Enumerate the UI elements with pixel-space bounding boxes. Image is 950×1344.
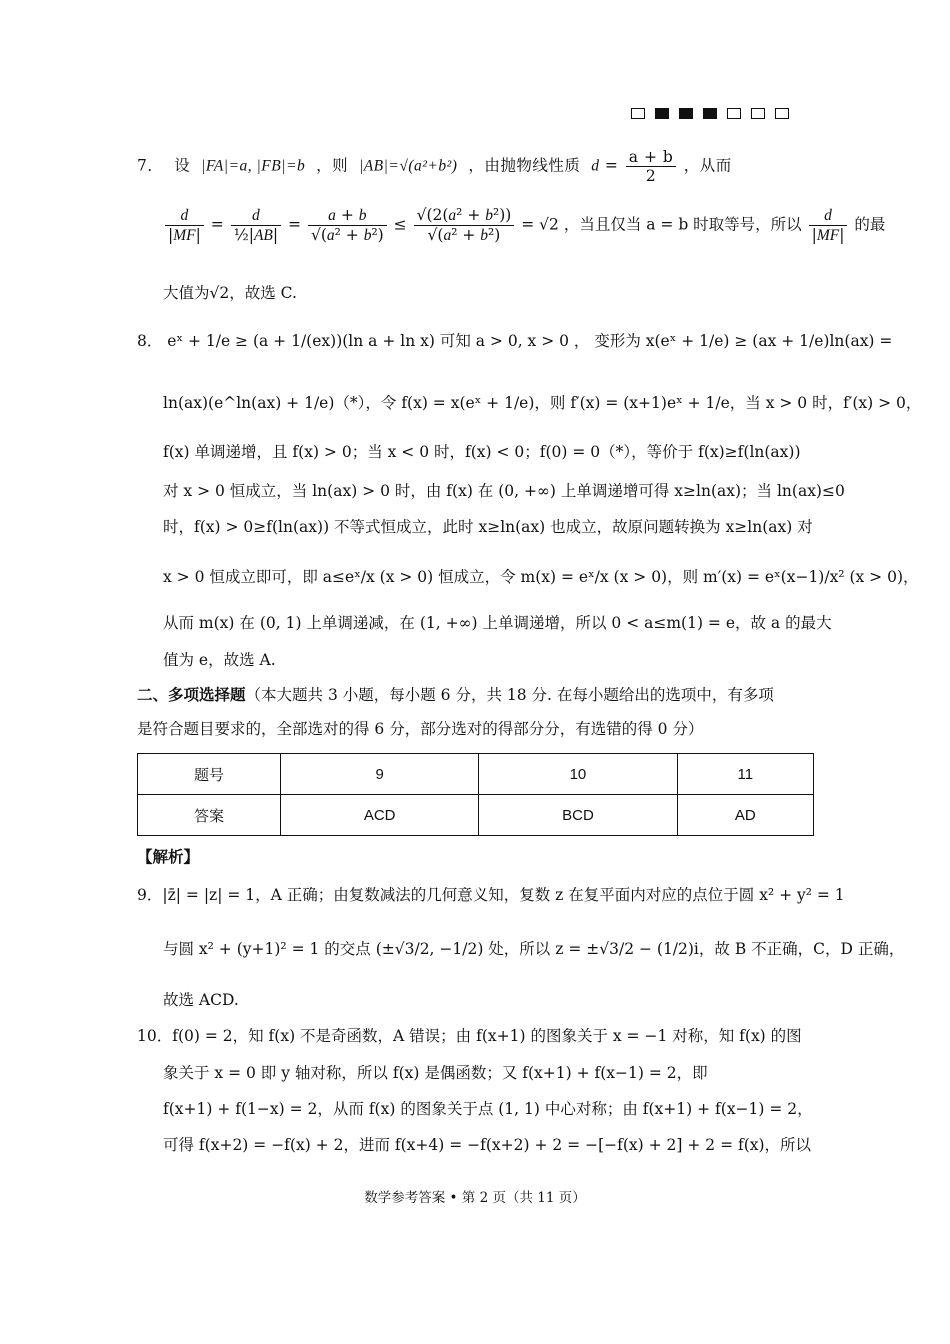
table-cell: 10 xyxy=(479,754,677,795)
mark-box xyxy=(727,108,741,119)
q10-line-4: 可得 f(x+2) = −f(x) + 2，进而 f(x+4) = −f(x+2) + 2 = −[−f(x) + 2] + 2 = f(x)，所以 xyxy=(163,1136,812,1154)
q8-line-8: 值为 e，故选 A. xyxy=(163,651,276,669)
q7-text: 设 xyxy=(174,156,191,175)
header-marks xyxy=(631,108,789,119)
q7-text: ，从而 xyxy=(683,156,732,175)
q10-line-3: f(x+1) + f(1−x) = 2，从而 f(x) 的图象关于点 (1, 1) 中心对称；由 f(x+1) + f(x−1) = 2， xyxy=(163,1100,813,1118)
q10-line-2: 象关于 x = 0 即 y 轴对称，所以 f(x) 是偶函数；又 f(x+1) + f(x−1) = 2，即 xyxy=(163,1064,708,1082)
q7-line-1: 7． 设 |FA|=a, |FB|=b ，则 |AB|=√(a²+b²) ，由抛物线性质 d = $\frac{a + b}{2}$ ，从而 xyxy=(137,148,732,185)
answer-table xyxy=(137,753,814,836)
q7-number: 7． xyxy=(137,156,164,175)
mark-box-filled xyxy=(655,108,669,119)
q10-line-1: 10．f(0) = 2，知 f(x) 不是奇函数，A 错误；由 f(x+1) 的图象关于 x = −1 对称，知 f(x) 的图 xyxy=(137,1027,802,1045)
q8-line-4: 对 x > 0 恒成立，当 ln(ax) > 0 时，由 f(x) 在 (0, +∞) 上单调递增可得 x≥ln(ax)；当 ln(ax)≤0 xyxy=(163,482,845,500)
q7-line-2: $\frac{d}{|MF|}$ = $\frac{d}{\text{½|AB|}}$ = $\frac{a + b}{\text{√(a² + b²)}}$ ≤ $\frac{\text{√(2(a² + b²))}}{\text{√(a² + b²)}}$ = √2 ，当且仅当 a = b 时取等号，所以 $\frac{d}{|MF|}$ 的最 xyxy=(163,206,815,245)
table-cell: 答案 xyxy=(138,795,281,836)
section-2-title: 二、多项选择题 xyxy=(137,685,246,704)
table-cell: BCD xyxy=(479,795,677,836)
q9-line-1: 9．|z̄| = |z| = 1，A 正确；由复数减法的几何意义知，复数 z 在复平面内对应的点位于圆 x² + y² = 1 xyxy=(137,886,845,904)
section-2-desc: （本大题共 3 小题，每小题 6 分，共 18 分. 在每小题给出的选项中，有多项 xyxy=(245,686,774,704)
q8-line-2: ln(ax)(e^ln(ax) + 1/e)（*），令 f(x) = x(eˣ + 1/e)，则 f′(x) = (x+1)eˣ + 1/e，当 x > 0 时，f′(x) > 0， xyxy=(163,394,922,412)
q8-line-1: 8． eˣ + 1/e ≥ (a + 1/(ex))(ln a + ln x) 可知 a > 0, x > 0 ， 变形为 x(eˣ + 1/e) ≥ (ax + 1/e)ln(ax) = xyxy=(137,332,893,350)
q7-line-3: 大值为√2，故选 C. xyxy=(163,284,297,302)
mark-box-filled xyxy=(679,108,693,119)
q7-math: |FA|=a, |FB|=b xyxy=(201,157,306,175)
analysis-title: 【解析】 xyxy=(137,847,200,866)
q8-line-3: f(x) 单调递增，且 f(x) > 0；当 x < 0 时，f(x) < 0；f(0) = 0（*），等价于 f(x)≥f(ln(ax)) xyxy=(163,443,801,461)
q9-line-2: 与圆 x² + (y+1)² = 1 的交点 (±√3/2, −1/2) 处，所以 z = ±√3/2 − (1/2)i，故 B 不正确，C，D 正确， xyxy=(163,940,905,958)
q7-text: ，由抛物线性质 xyxy=(468,156,581,175)
table-cell: ACD xyxy=(281,795,479,836)
table-cell: AD xyxy=(677,795,813,836)
q7-text: ，当且仅当 a = b 时取等号，所以 xyxy=(563,215,802,234)
q7-text: ，则 xyxy=(316,156,349,175)
table-row xyxy=(138,754,814,795)
table-cell: 11 xyxy=(677,754,813,795)
table-cell: 题号 xyxy=(138,754,281,795)
q7-math: |AB|=√(a²+b²) xyxy=(358,157,458,175)
q8-line-7: 从而 m(x) 在 (0, 1) 上单调递减，在 (1, +∞) 上单调递增，所以 0 < a≤m(1) = e，故 a 的最大 xyxy=(163,614,832,632)
q7-fraction: $\frac{a + b}{2}$ xyxy=(626,148,677,185)
q8-line-6: x > 0 恒成立即可，即 a≤eˣ/x (x > 0) 恒成立，令 m(x) = eˣ/x (x > 0)，则 m′(x) = eˣ(x−1)/x² (x > 0)， xyxy=(163,568,919,586)
table-row xyxy=(138,795,814,836)
mark-box xyxy=(631,108,645,119)
mark-box xyxy=(775,108,789,119)
page-footer: 数学参考答案 • 第 2 页（共 11 页） xyxy=(364,1190,586,1206)
q7-text: 的最 xyxy=(854,215,886,234)
section-2-heading xyxy=(137,684,817,706)
mark-box xyxy=(751,108,765,119)
table-cell: 9 xyxy=(281,754,479,795)
section-2-desc-2: 是符合题目要求的，全部选对的得 6 分，部分选对的得部分分，有选错的得 0 分） xyxy=(137,720,704,738)
mark-box-filled xyxy=(703,108,717,119)
q9-line-3: 故选 ACD. xyxy=(163,991,239,1009)
q8-line-5: 时，f(x) > 0≥f(ln(ax)) 不等式恒成立，此时 x≥ln(ax) 也成立，故原问题转换为 x≥ln(ax) 对 xyxy=(163,518,813,536)
